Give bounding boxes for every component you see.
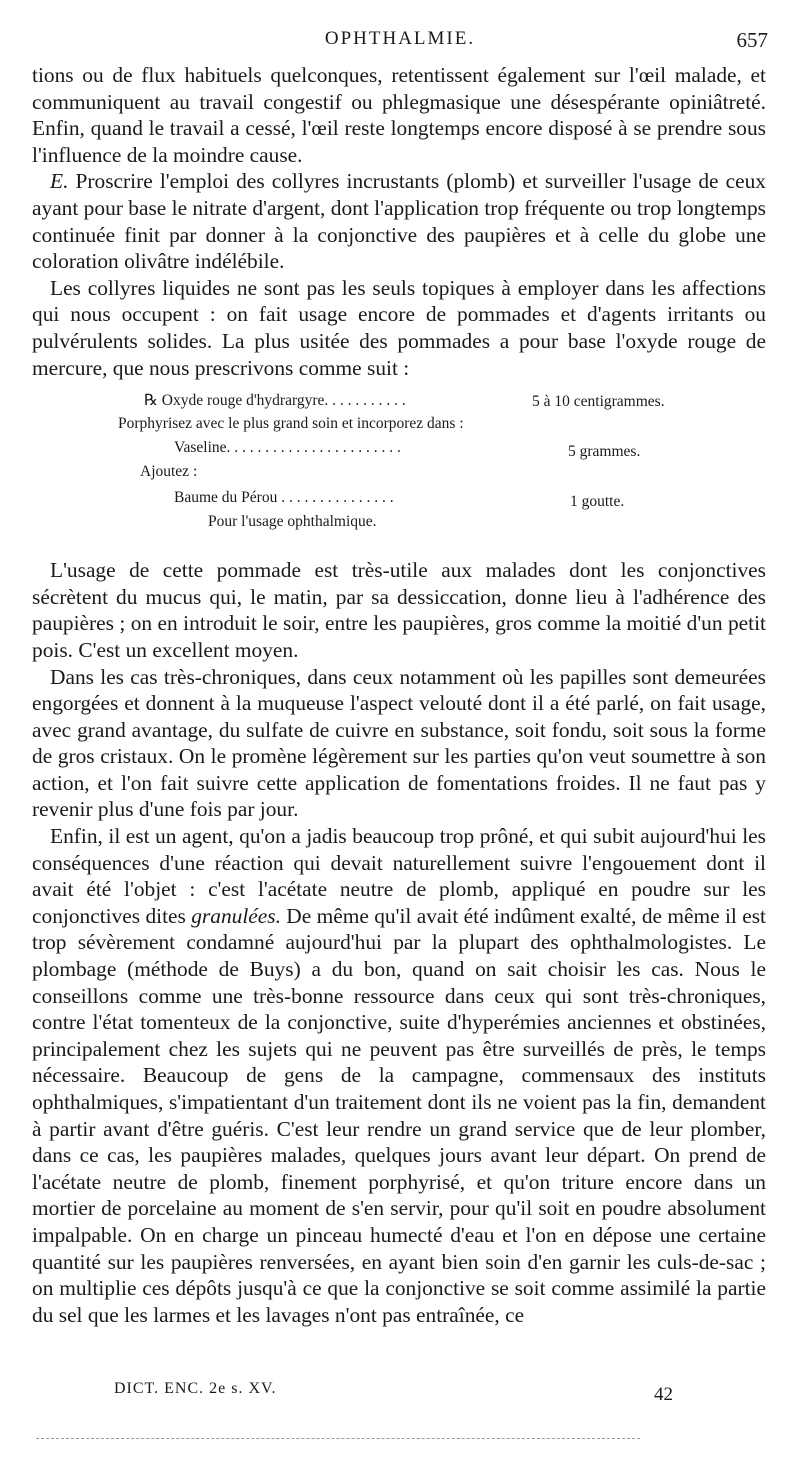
paragraph: Les collyres liquides ne sont pas les seuls topiques à employer dans les affections qui nous occupent : on fait usage encore de pommades et d'agents irritants ou pulvérulents solides. La plus usitée des pommades a pour base l'oxyde rouge de mercure, que nous prescrivons comme suit : (32, 275, 766, 380)
sheet-number: 42 (654, 1384, 673, 1405)
section-letter: E. (50, 169, 69, 194)
emphasized-term: granulées. (191, 903, 281, 928)
prescription-formula (32, 385, 766, 543)
paragraph-text: Proscrire l'emploi des collyres incrustants (plomb) et surveiller l'usage de ceux ayant pour base le nitrate d'argent, dont l'application trop fréquente ou trop longtemps continuée finit par donner à la conjonctive des paupières et à celle du globe une coloration olivâtre indélébile. (32, 169, 766, 274)
paragraph: Dans les cas très-chroniques, dans ceux notamment où les papilles sont demeurées engorgées et donnent à la muqueuse l'aspect velouté dont il a été parlé, on fait usage, avec grand avantage, du sulfate de cuivre en substance, soit fondu, soit sous la forme de gros cristaux. On le promène légèrement sur les parties qu'on veut soumettre à son action, et l'on fait suivre cette application de fomentations froides. Il ne faut pas y revenir plus d'une fois par jour. (32, 664, 766, 822)
paragraph (32, 168, 766, 274)
body-text (32, 62, 766, 1328)
formula-line: Porphyrisez avec le plus grand soin et incorporez dans : (118, 415, 464, 433)
paragraph-text: Enfin, il est un agent, qu'on a jadis beaucoup trop prôné, et qui subit aujourd'hui les conséquences d'une réaction qui devait naturellement suivre l'engouement dont il avait été l'objet : c'est l'acétate neutre de plomb, appliqué en poudre sur les conjonctives dites (32, 824, 766, 928)
formula-amount: 5 à 10 centigrammes. (532, 393, 665, 411)
formula-amount: 5 grammes. (568, 443, 641, 461)
signature-mark: DICT. ENC. 2e s. XV. (114, 1380, 277, 1397)
running-header (32, 28, 768, 58)
bottom-rule (36, 1438, 640, 1439)
page-footer (32, 1378, 766, 1408)
formula-line: ℞ Oxyde rouge d'hydrargyre. . . . . . . . . . . (144, 392, 406, 410)
formula-line: Baume du Pérou . . . . . . . . . . . . . . . (174, 489, 394, 507)
paragraph-text: De même qu'il avait été indûment exalté, de même il est trop sévèrement condamné aujourd'hui par la plupart des ophthalmologistes. Le plombage (méthode de Buys) a du bon, quand on sait choisir les cas. Nous le conseillons comme une très-bonne ressource dans ceux qui sont très-chroniques, contre l'état tomenteux de la conjonctive, suite d'hyperémies anciennes et obstinées, principalement chez les sujets qui ne peuvent pas être surveillés de près, le temps nécessaire. Beaucoup de gens de la campagne, commensaux des instituts ophthalmiques, s'impatientant d'un traitement dont ils ne voient pas la fin, demandent à partir avant d'être guéris. C'est leur rendre un grand service que de leur plomber, dans ce cas, les paupières malades, quelques jours avant leur départ. On prend de l'acétate neutre de plomb, finement porphyrisé, et qu'on triture encore dans un mortier de porcelaine au moment de s'en servir, pour qu'il soit en poudre absolument impalpable. On en charge un pinceau humecté d'eau et l'on en dépose une certaine quantité sur les paupières renversées, en ayant bien soin d'en garnir les culs-de-sac ; on multiplie ces dépôts jusqu'à ce que la conjonctive se soit comme assimilé la partie du sel que les larmes et les lavages n'ont pas entraînée, ce (32, 903, 766, 1327)
formula-line: Pour l'usage ophthalmique. (208, 513, 377, 531)
paragraph (32, 823, 766, 1328)
paragraph: tions ou de flux habituels quelconques, retentissent également sur l'œil malade, et communiquent au travail congestif ou phlegmasique une désespérante opiniâtreté. Enfin, quand le travail a cessé, l'œil reste longtemps encore disposé à se prendre sous l'influence de la moindre cause. (32, 63, 766, 167)
page-number: 657 (736, 28, 768, 52)
formula-line: Ajoutez : (140, 463, 198, 481)
formula-line: Vaseline. . . . . . . . . . . . . . . . . . . . . . . (174, 439, 401, 457)
paragraph: L'usage de cette pommade est très-utile aux malades dont les conjonctives sécrètent du mucus qui, le matin, par sa dessiccation, donne lieu à l'adhérence des paupières ; on en introduit le soir, entre les paupières, gros comme la moitié d'un petit pois. C'est un excellent moyen. (32, 558, 766, 662)
running-title: OPHTHALMIE. (324, 28, 476, 49)
formula-amount: 1 goutte. (570, 493, 625, 511)
